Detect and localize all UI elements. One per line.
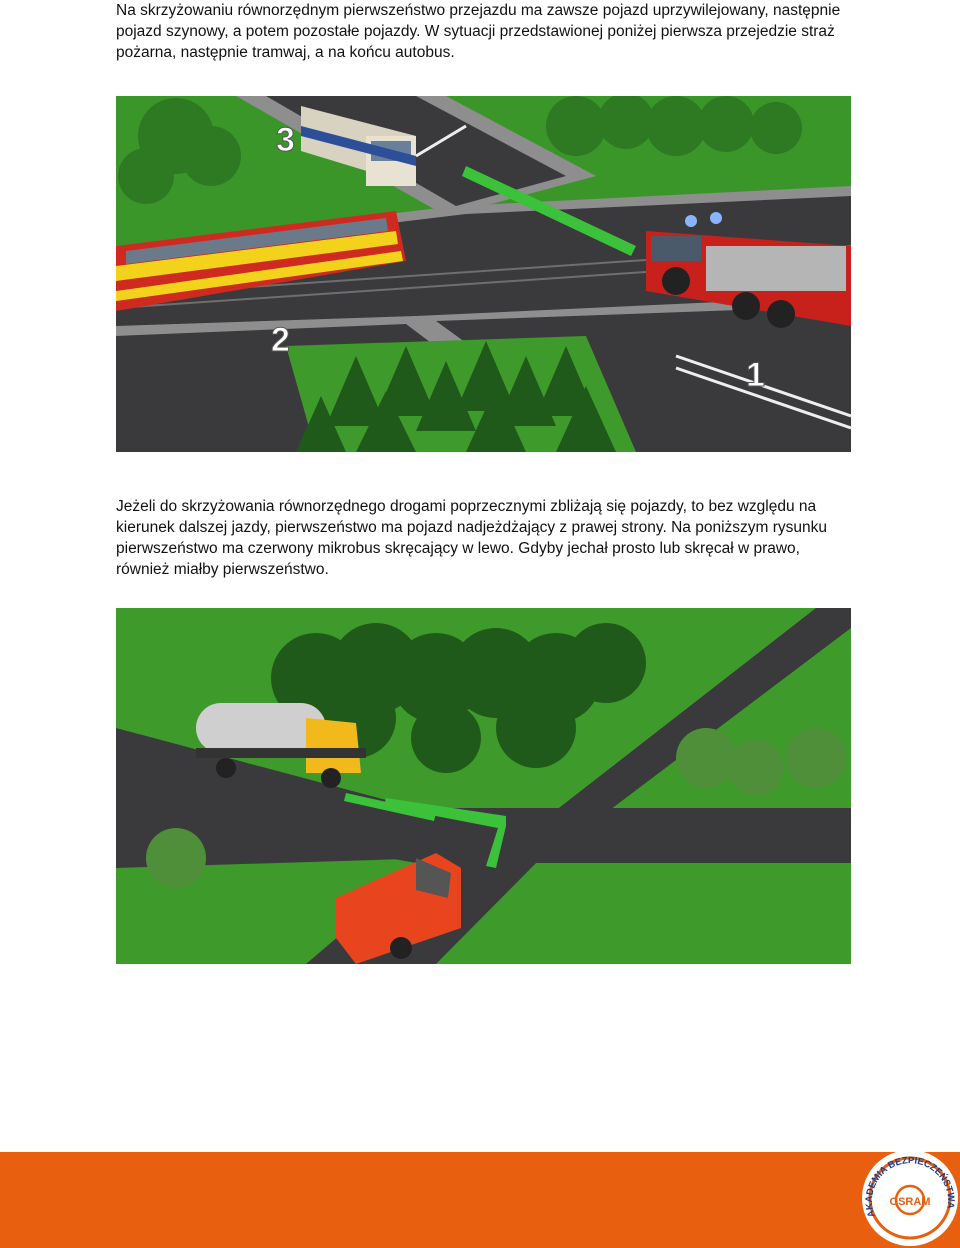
footer-bar (0, 1152, 960, 1248)
vehicle-number-bus: 3 (276, 121, 295, 159)
paragraph-right-hand-rule: Jeżeli do skrzyżowania równorzędnego drogami poprzecznymi zbliżają się pojazdy, to bez względu na kierunek dalszej jazdy, pierwszeństwo ma pojazd nadjeżdżający z prawej strony. Na poniższym rysunku pierwszeństwo ma czerwony mikrobus skręcający w lewo. Gdyby jechał prosto lub skręcał w prawo, również miałby pierwszeństwo. (116, 498, 828, 578)
akademia-bezpieczenstwa-logo (860, 1148, 960, 1248)
vehicle-number-firetruck: 1 (746, 356, 765, 394)
illustration-right-hand-priority (116, 608, 851, 964)
vehicle-number-tram: 2 (271, 321, 290, 359)
logo-brand: OSRAM (889, 1196, 931, 1208)
illustration-emergency-vehicle-priority (116, 96, 851, 452)
logo-ring-text: AKADEMIA BEZPIECZEŃSTWA (863, 1155, 957, 1219)
paragraph-intro: Na skrzyżowaniu równorzędnym pierwszeństwo przejazdu ma zawsze pojazd uprzywilejowany, następnie pojazd szynowy, a potem pozostałe pojazdy. W sytuacji przedstawionej poniżej pierwsza przejedzie straż pożarna, następnie tramwaj, a na końcu autobus. (116, 2, 841, 61)
